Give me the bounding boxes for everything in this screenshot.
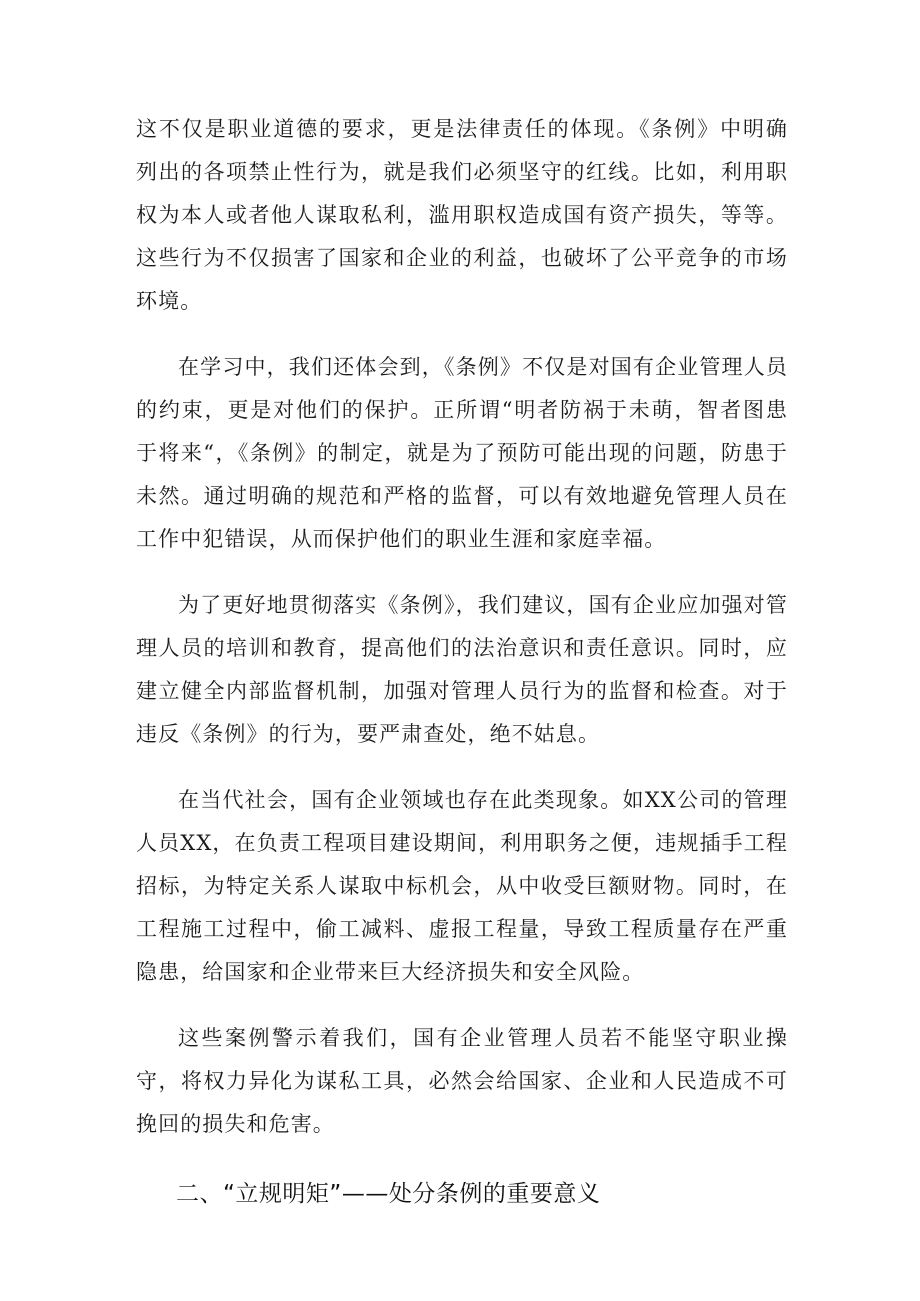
paragraph-suggestion: 为了更好地贯彻落实《条例》，我们建议，国有企业应加强对管理人员的培训和教育，提高他们的法治意识和责任意识。同时，应建立健全内部监督机制，加强对管理人员行为的监督和检查。对于违反《条例》的行为，要严肃查处，绝不姑息。 [136, 593, 788, 746]
section-heading: 二、“立规明矩”——处分条例的重要意义 [176, 1181, 601, 1207]
paragraph-study: 在学习中，我们还体会到，《条例》不仅是对国有企业管理人员的约束，更是对他们的保护。正所谓“明者防祸于未萌，智者图患于将来“，《条例》的制定，就是为了预防可能出现的问题，防患于未然。通过明确的规范和严格的监督，可以有效地避免管理人员在工作中犯错误，从而保护他们的职业生涯和家庭幸福。 [136, 355, 788, 551]
paragraph-warning: 这些案例警示着我们，国有企业管理人员若不能坚守职业操守，将权力异化为谋私工具，必然会给国家、企业和人民造成不可挽回的损失和危害。 [136, 1026, 788, 1136]
document-body [136, 108, 788, 1214]
paragraph-continuation: 这不仅是职业道德的要求，更是法律责任的体现。《条例》中明确列出的各项禁止性行为，就是我们必须坚守的红线。比如，利用职权为本人或者他人谋取私利，滥用职权造成国有资产损失，等等。这些行为不仅损害了国家和企业的利益，也破坏了公平竞争的市场环境。 [136, 117, 788, 313]
paragraph-case: 在当代社会，国有企业领域也存在此类现象。如XX公司的管理人员XX，在负责工程项目建设期间，利用职务之便，违规插手工程招标，为特定关系人谋取中标机会，从中收受巨额财物。同时，在工程施工过程中，偷工减料、虚报工程量，导致工程质量存在严重隐患，给国家和企业带来巨大经济损失和安全风险。 [136, 788, 788, 984]
